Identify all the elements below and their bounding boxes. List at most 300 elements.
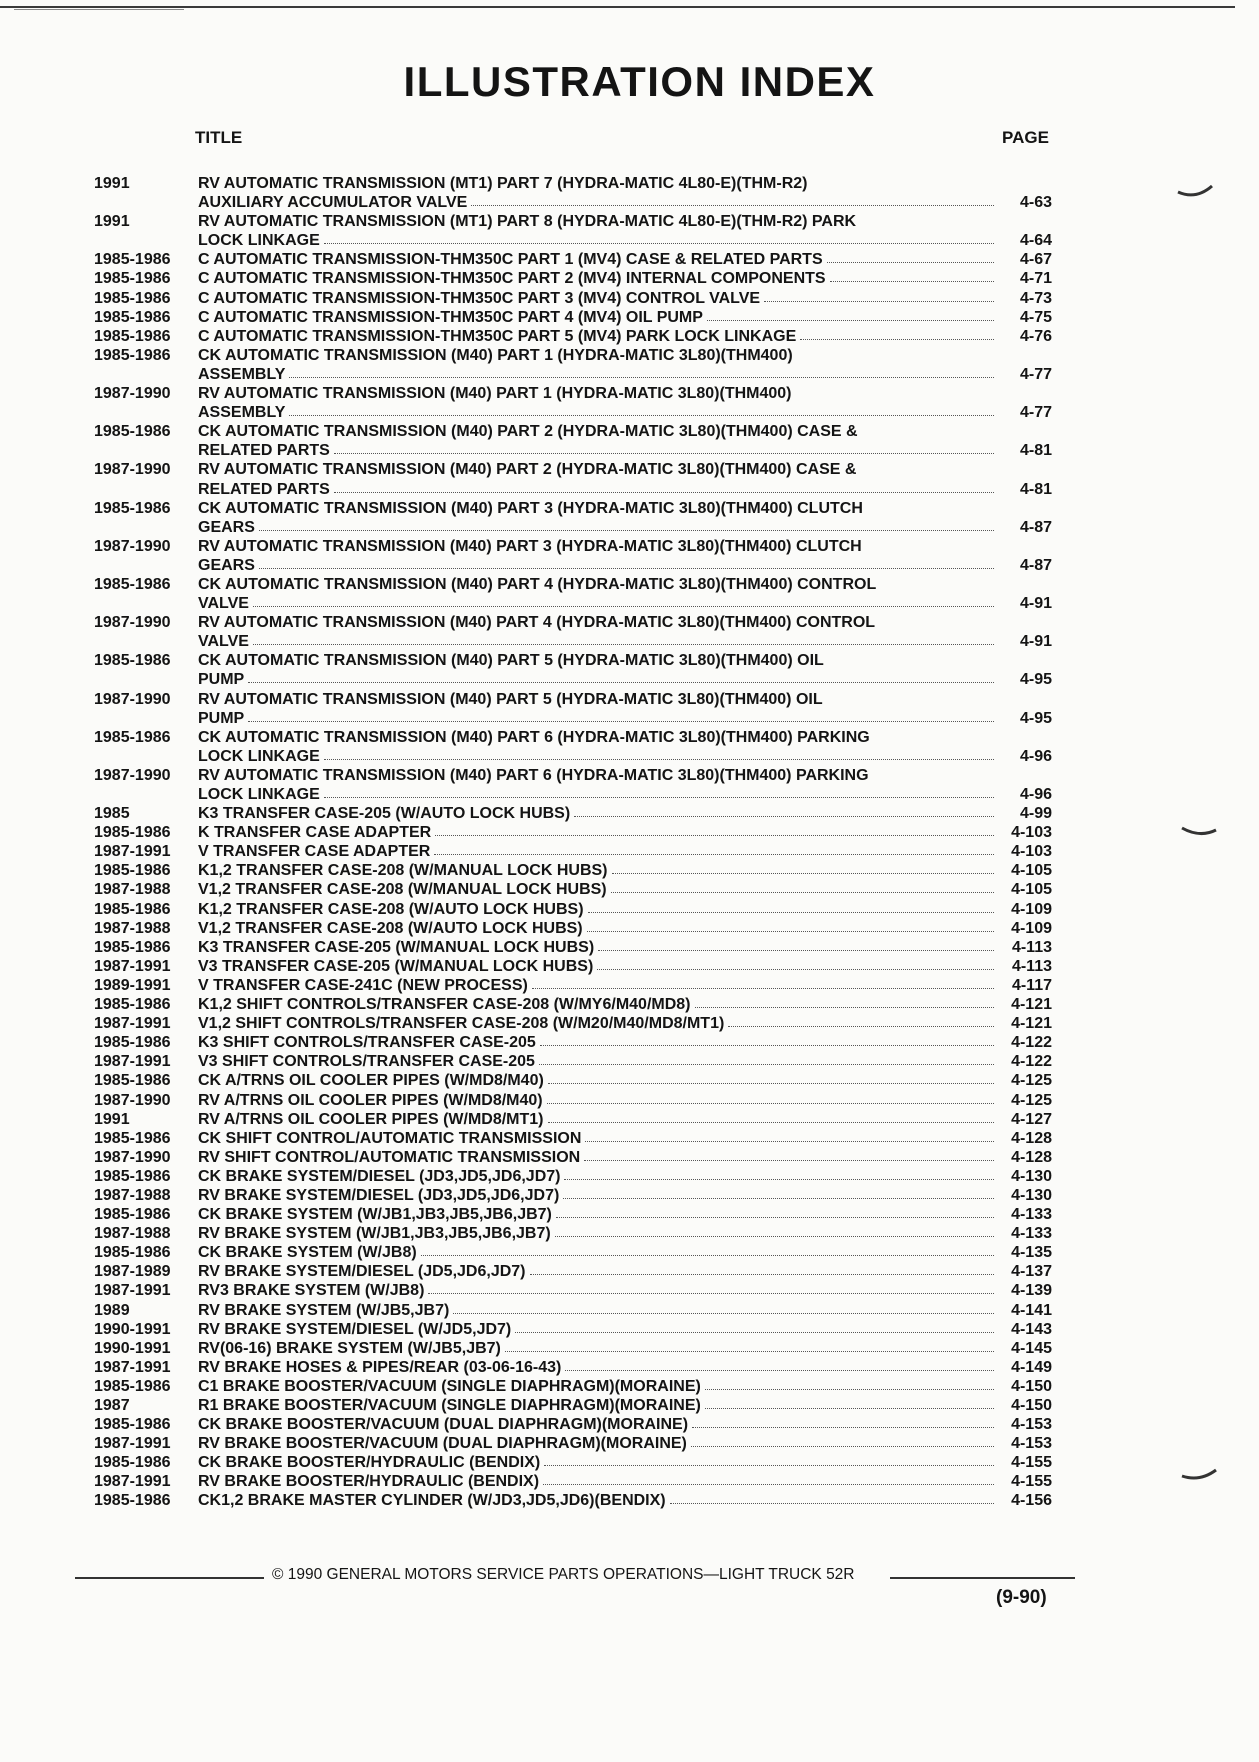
entry-page-number: 4-125: [1011, 1072, 1052, 1090]
dot-leader: [705, 1377, 994, 1390]
index-entry: [0, 289, 1259, 308]
index-entry: [0, 842, 1259, 861]
entry-year: 1990-1991: [94, 1320, 171, 1338]
index-entry-line: [0, 938, 1259, 957]
entry-page-number: 4-139: [1011, 1282, 1052, 1300]
binder-hole-mark-icon: [1176, 182, 1216, 202]
entry-page-number: 4-113: [1011, 938, 1052, 956]
entry-title: LOCK LINKAGE: [198, 232, 320, 250]
entry-year: 1985-1986: [94, 728, 171, 746]
entry-title: K3 SHIFT CONTROLS/TRANSFER CASE-205: [198, 1034, 536, 1052]
index-entry: [0, 327, 1259, 346]
index-entry: [0, 1110, 1259, 1129]
entry-title: RV AUTOMATIC TRANSMISSION (M40) PART 6 (HYDRA-MATIC 3L80)(THM400) PARKING: [198, 766, 869, 784]
index-entry: [0, 1052, 1259, 1071]
dot-leader: [515, 1320, 994, 1333]
dot-leader: [827, 250, 994, 263]
entry-title: CK BRAKE SYSTEM (W/JB8): [198, 1244, 417, 1262]
entry-title: V1,2 SHIFT CONTROLS/TRANSFER CASE-208 (W/M20/M40/MD8/MT1): [198, 1015, 725, 1033]
entry-page-number: 4-121: [1011, 1015, 1052, 1033]
index-entry-line: [0, 1415, 1259, 1434]
binder-hole-mark-icon: [1180, 822, 1220, 842]
index-entry: [0, 346, 1259, 384]
entry-year: 1985-1986: [94, 900, 171, 918]
entry-page-number: 4-77: [1019, 404, 1052, 422]
entry-page-number: 4-149: [1011, 1358, 1052, 1376]
entry-year: 1987-1990: [94, 1148, 171, 1166]
index-entry-line: [0, 403, 1259, 422]
index-entry: [0, 1224, 1259, 1243]
index-entry-line: [0, 594, 1259, 613]
index-entry: [0, 1071, 1259, 1090]
entry-page-number: 4-103: [1011, 824, 1052, 842]
entry-year: 1985-1986: [94, 1492, 171, 1510]
entry-title: CK BRAKE BOOSTER/HYDRAULIC (BENDIX): [198, 1454, 541, 1472]
index-entry-line: [0, 384, 1259, 403]
index-entry-line: [0, 537, 1259, 556]
entry-page-number: 4-150: [1011, 1377, 1052, 1395]
dot-leader: [587, 919, 994, 932]
dot-leader: [253, 594, 994, 607]
dot-leader: [695, 995, 995, 1008]
entry-year: 1990-1991: [94, 1339, 171, 1357]
dot-leader: [539, 1052, 994, 1065]
dot-leader: [564, 1167, 994, 1180]
entry-title: C AUTOMATIC TRANSMISSION-THM350C PART 4 (MV4) OIL PUMP: [198, 308, 703, 326]
entry-page-number: 4-105: [1011, 862, 1052, 880]
entry-year: 1987-1991: [94, 1015, 171, 1033]
dot-leader: [705, 1396, 994, 1409]
index-entry-line: [0, 1453, 1259, 1472]
index-entry-line: [0, 709, 1259, 728]
index-entry: [0, 1396, 1259, 1415]
entry-title: CK AUTOMATIC TRANSMISSION (M40) PART 3 (HYDRA-MATIC 3L80)(THM400) CLUTCH: [198, 499, 863, 517]
index-entry-line: [0, 747, 1259, 766]
entry-year: 1985-1986: [94, 289, 171, 307]
index-entry-line: [0, 804, 1259, 823]
index-entry: [0, 1186, 1259, 1205]
entry-year: 1985-1986: [94, 251, 171, 269]
dot-leader: [612, 861, 994, 874]
entry-title: RV BRAKE SYSTEM (W/JB5,JB7): [198, 1301, 450, 1319]
entry-title: CK AUTOMATIC TRANSMISSION (M40) PART 1 (HYDRA-MATIC 3L80)(THM400): [198, 346, 793, 364]
dot-leader: [248, 709, 994, 722]
entry-page-number: 4-73: [1019, 289, 1052, 307]
index-entry-line: [0, 269, 1259, 288]
entry-year: 1985-1986: [94, 1244, 171, 1262]
index-entry: [0, 250, 1259, 269]
entry-title: LOCK LINKAGE: [198, 747, 320, 765]
index-entry-line: [0, 842, 1259, 861]
entry-page-number: 4-128: [1011, 1129, 1052, 1147]
index-entry: [0, 938, 1259, 957]
top-border-rule: [0, 6, 1235, 8]
index-entry-line: [0, 460, 1259, 479]
index-entry: [0, 957, 1259, 976]
entry-page-number: 4-96: [1019, 747, 1052, 765]
index-entry-line: [0, 346, 1259, 365]
revision-date: (9-90): [996, 1587, 1047, 1608]
entry-title: K3 TRANSFER CASE-205 (W/AUTO LOCK HUBS): [198, 805, 571, 823]
entry-title: K1,2 TRANSFER CASE-208 (W/MANUAL LOCK HUBS): [198, 862, 608, 880]
entry-page-number: 4-63: [1019, 194, 1052, 212]
entry-page-number: 4-109: [1011, 919, 1052, 937]
dot-leader: [597, 957, 994, 970]
entry-title: C AUTOMATIC TRANSMISSION-THM350C PART 5 (MV4) PARK LOCK LINKAGE: [198, 327, 797, 345]
entry-year: 1991: [94, 213, 130, 231]
entry-year: 1991: [94, 175, 130, 192]
entry-page-number: 4-133: [1011, 1225, 1052, 1243]
index-entry: [0, 460, 1259, 498]
dot-leader: [471, 193, 994, 206]
entry-year: 1987-1988: [94, 919, 171, 937]
index-entry: [0, 861, 1259, 880]
entry-title: PUMP: [198, 671, 245, 689]
index-entry-line: [0, 1434, 1259, 1453]
dot-leader: [764, 289, 994, 302]
entry-page-number: 4-113: [1011, 957, 1052, 975]
entry-page-number: 4-127: [1011, 1110, 1052, 1128]
index-entry-line: [0, 880, 1259, 899]
dot-leader: [532, 976, 994, 989]
dot-leader: [588, 900, 994, 913]
entry-title: RV AUTOMATIC TRANSMISSION (M40) PART 5 (HYDRA-MATIC 3L80)(THM400) OIL: [198, 690, 823, 708]
dot-leader: [544, 1453, 994, 1466]
dot-leader: [324, 231, 994, 244]
index-entry: [0, 1377, 1259, 1396]
entry-page-number: 4-128: [1011, 1148, 1052, 1166]
entry-title: RV AUTOMATIC TRANSMISSION (M40) PART 2 (HYDRA-MATIC 3L80)(THM400) CASE &: [198, 461, 857, 479]
entry-page-number: 4-71: [1019, 270, 1052, 288]
index-entry-line: [0, 632, 1259, 651]
entry-title: K3 TRANSFER CASE-205 (W/MANUAL LOCK HUBS): [198, 938, 595, 956]
index-entry-line: [0, 1281, 1259, 1300]
index-entry-line: [0, 1129, 1259, 1148]
entry-title: GEARS: [198, 556, 255, 574]
index-entry: [0, 880, 1259, 899]
entry-page-number: 4-153: [1011, 1416, 1052, 1434]
index-entry-line: [0, 1224, 1259, 1243]
entry-year: 1985-1986: [94, 938, 171, 956]
index-entry-line: [0, 289, 1259, 308]
entry-title: C1 BRAKE BOOSTER/VACUUM (SINGLE DIAPHRAGM)(MORAINE): [198, 1377, 701, 1395]
index-entry: [0, 1339, 1259, 1358]
index-entry-line: [0, 957, 1259, 976]
index-entry-list: [0, 174, 1259, 1511]
entry-title: RV A/TRNS OIL COOLER PIPES (W/MD8/MT1): [198, 1110, 544, 1128]
entry-year: 1987-1991: [94, 843, 171, 861]
index-entry: [0, 613, 1259, 651]
dot-leader: [707, 308, 994, 321]
entry-page-number: 4-150: [1011, 1397, 1052, 1414]
index-entry-line: [0, 1320, 1259, 1339]
index-entry-line: [0, 613, 1259, 632]
entry-year: 1987-1990: [94, 537, 171, 555]
entry-year: 1987-1991: [94, 1473, 171, 1491]
index-entry-line: [0, 231, 1259, 250]
dot-leader: [324, 785, 994, 798]
entry-title: RV BRAKE SYSTEM (W/JB1,JB3,JB5,JB6,JB7): [198, 1225, 551, 1243]
dot-leader: [289, 403, 994, 416]
entry-year: 1987-1990: [94, 766, 171, 784]
entry-title: VALVE: [198, 633, 249, 651]
entry-title: V3 SHIFT CONTROLS/TRANSFER CASE-205: [198, 1053, 535, 1071]
index-entry-line: [0, 1014, 1259, 1033]
dot-leader: [453, 1301, 994, 1314]
entry-page-number: 4-103: [1011, 843, 1052, 861]
index-entry: [0, 1491, 1259, 1510]
entry-year: 1985-1986: [94, 1416, 171, 1434]
entry-title: LOCK LINKAGE: [198, 786, 320, 803]
entry-year: 1985-1986: [94, 1206, 171, 1224]
index-entry-line: [0, 308, 1259, 327]
index-entry-line: [0, 1339, 1259, 1358]
dot-leader: [800, 327, 994, 340]
index-entry-line: [0, 193, 1259, 212]
dot-leader: [548, 1110, 994, 1123]
entry-year: 1987-1990: [94, 690, 171, 708]
entry-title: V TRANSFER CASE ADAPTER: [198, 843, 431, 861]
dot-leader: [830, 269, 994, 282]
index-entry: [0, 422, 1259, 460]
entry-year: 1985-1986: [94, 862, 171, 880]
entry-year: 1985: [94, 805, 130, 823]
dot-leader: [434, 842, 994, 855]
index-entry: [0, 651, 1259, 689]
entry-title: CK AUTOMATIC TRANSMISSION (M40) PART 5 (HYDRA-MATIC 3L80)(THM400) OIL: [198, 652, 824, 670]
entry-year: 1987-1991: [94, 1282, 171, 1300]
entry-title: ASSEMBLY: [198, 404, 286, 422]
entry-page-number: 4-91: [1019, 595, 1052, 613]
index-entry: [0, 804, 1259, 823]
index-entry: [0, 823, 1259, 842]
dot-leader: [259, 518, 994, 531]
entry-year: 1985-1986: [94, 327, 171, 345]
index-entry: [0, 1148, 1259, 1167]
entry-title: RV(06-16) BRAKE SYSTEM (W/JB5,JB7): [198, 1339, 501, 1357]
entry-page-number: 4-109: [1011, 900, 1052, 918]
entry-year: 1987-1990: [94, 1091, 171, 1109]
entry-title: V3 TRANSFER CASE-205 (W/MANUAL LOCK HUBS): [198, 957, 594, 975]
dot-leader: [248, 670, 994, 683]
entry-year: 1985-1986: [94, 270, 171, 288]
dot-leader: [691, 1434, 994, 1447]
index-entry-line: [0, 518, 1259, 537]
index-entry-line: [0, 365, 1259, 384]
index-entry-line: [0, 212, 1259, 231]
entry-page-number: 4-135: [1011, 1244, 1052, 1262]
copyright-notice: © 1990 GENERAL MOTORS SERVICE PARTS OPERATIONS—LIGHT TRUCK 52R: [272, 1566, 855, 1583]
entry-title: RELATED PARTS: [198, 442, 330, 460]
entry-title: RELATED PARTS: [198, 480, 330, 498]
entry-title: CK AUTOMATIC TRANSMISSION (M40) PART 2 (HYDRA-MATIC 3L80)(THM400) CASE &: [198, 423, 858, 441]
dot-leader: [435, 823, 994, 836]
index-entry-line: [0, 995, 1259, 1014]
entry-page-number: 4-77: [1019, 365, 1052, 383]
entry-year: 1987-1990: [94, 385, 171, 403]
entry-page-number: 4-121: [1011, 996, 1052, 1014]
entry-page-number: 4-156: [1011, 1492, 1052, 1510]
index-entry-line: [0, 1186, 1259, 1205]
entry-year: 1985-1986: [94, 575, 171, 593]
entry-title: PUMP: [198, 709, 245, 727]
dot-leader: [670, 1491, 994, 1504]
index-entry-line: [0, 1358, 1259, 1377]
entry-page-number: 4-141: [1011, 1301, 1052, 1319]
index-entry: [0, 575, 1259, 613]
entry-title: RV BRAKE BOOSTER/HYDRAULIC (BENDIX): [198, 1473, 540, 1491]
entry-page-number: 4-117: [1011, 976, 1052, 994]
entry-title: RV BRAKE HOSES & PIPES/REAR (03-06-16-43): [198, 1358, 562, 1376]
dot-leader: [324, 747, 994, 760]
binder-hole-mark-icon: [1180, 1466, 1220, 1486]
index-entry-line: [0, 1262, 1259, 1281]
entry-year: 1987-1991: [94, 1053, 171, 1071]
entry-title: VALVE: [198, 595, 249, 613]
dot-leader: [584, 1148, 994, 1161]
entry-title: K TRANSFER CASE ADAPTER: [198, 824, 432, 842]
entry-year: 1989: [94, 1301, 130, 1319]
index-entry: [0, 1434, 1259, 1453]
index-entry-line: [0, 1377, 1259, 1396]
entry-page-number: 4-155: [1011, 1473, 1052, 1491]
entry-year: 1987-1991: [94, 1358, 171, 1376]
dot-leader: [259, 556, 994, 569]
footer-rule-left: [75, 1577, 264, 1579]
entry-page-number: 4-145: [1011, 1339, 1052, 1357]
index-entry-line: [0, 1071, 1259, 1090]
entry-title: CK BRAKE BOOSTER/VACUUM (DUAL DIAPHRAGM)(MORAINE): [198, 1416, 689, 1434]
entry-page-number: 4-153: [1011, 1435, 1052, 1453]
entry-page-number: 4-95: [1019, 709, 1052, 727]
top-border-rule-short: [14, 9, 184, 10]
dot-leader: [692, 1415, 994, 1428]
dot-leader: [598, 938, 994, 951]
entry-page-number: 4-96: [1019, 786, 1052, 803]
entry-year: 1989-1991: [94, 976, 171, 994]
entry-page-number: 4-130: [1011, 1167, 1052, 1185]
index-entry: [0, 995, 1259, 1014]
dot-leader: [421, 1243, 994, 1256]
index-entry: [0, 1415, 1259, 1434]
entry-title: GEARS: [198, 518, 255, 536]
index-entry: [0, 1205, 1259, 1224]
entry-year: 1987-1989: [94, 1263, 171, 1281]
index-entry-line: [0, 480, 1259, 499]
entry-title: RV AUTOMATIC TRANSMISSION (M40) PART 4 (HYDRA-MATIC 3L80)(THM400) CONTROL: [198, 614, 876, 632]
index-entry-line: [0, 575, 1259, 594]
entry-year: 1985-1986: [94, 1167, 171, 1185]
entry-page-number: 4-87: [1019, 518, 1052, 536]
index-entry-line: [0, 861, 1259, 880]
page-title: ILLUSTRATION INDEX: [403, 58, 876, 105]
entry-year: 1985-1986: [94, 1129, 171, 1147]
index-entry-line: [0, 728, 1259, 747]
entry-year: 1985-1986: [94, 1072, 171, 1090]
index-entry: [0, 1167, 1259, 1186]
index-entry: [0, 384, 1259, 422]
entry-title: K1,2 TRANSFER CASE-208 (W/AUTO LOCK HUBS): [198, 900, 584, 918]
index-entry: [0, 308, 1259, 327]
entry-year: 1985-1986: [94, 308, 171, 326]
entry-page-number: 4-81: [1019, 480, 1052, 498]
entry-page-number: 4-137: [1011, 1263, 1052, 1281]
index-entry: [0, 1320, 1259, 1339]
entry-year: 1987-1988: [94, 1225, 171, 1243]
entry-title: CK BRAKE SYSTEM/DIESEL (JD3,JD5,JD6,JD7): [198, 1167, 561, 1185]
entry-year: 1987-1988: [94, 1186, 171, 1204]
entry-page-number: 4-95: [1019, 671, 1052, 689]
index-entry-line: [0, 823, 1259, 842]
index-entry-line: [0, 1091, 1259, 1110]
entry-page-number: 4-125: [1011, 1091, 1052, 1109]
entry-title: CK SHIFT CONTROL/AUTOMATIC TRANSMISSION: [198, 1129, 582, 1147]
index-entry-line: [0, 174, 1259, 193]
entry-title: C AUTOMATIC TRANSMISSION-THM350C PART 1 (MV4) CASE & RELATED PARTS: [198, 251, 823, 269]
entry-page-number: 4-130: [1011, 1186, 1052, 1204]
entry-year: 1987-1990: [94, 461, 171, 479]
index-entry-line: [0, 1148, 1259, 1167]
index-entry-line: [0, 1033, 1259, 1052]
entry-year: 1985-1986: [94, 1034, 171, 1052]
entry-title: RV BRAKE SYSTEM/DIESEL (JD3,JD5,JD6,JD7): [198, 1186, 560, 1204]
entry-page-number: 4-76: [1019, 327, 1052, 345]
index-entry-line: [0, 1396, 1259, 1415]
entry-title: K1,2 SHIFT CONTROLS/TRANSFER CASE-208 (W/MY6/M40/MD8): [198, 996, 691, 1014]
dot-leader: [547, 1091, 994, 1104]
entry-year: 1987-1991: [94, 1435, 171, 1453]
dot-leader: [530, 1262, 995, 1275]
entry-title: C AUTOMATIC TRANSMISSION-THM350C PART 2 (MV4) INTERNAL COMPONENTS: [198, 270, 826, 288]
entry-page-number: 4-133: [1011, 1206, 1052, 1224]
entry-page-number: 4-122: [1011, 1053, 1052, 1071]
index-entry-line: [0, 1243, 1259, 1262]
dot-leader: [289, 365, 994, 378]
index-entry-line: [0, 785, 1259, 804]
entry-title: CK AUTOMATIC TRANSMISSION (M40) PART 6 (HYDRA-MATIC 3L80)(THM400) PARKING: [198, 728, 870, 746]
entry-page-number: 4-99: [1019, 805, 1052, 823]
index-entry: [0, 690, 1259, 728]
index-entry-line: [0, 441, 1259, 460]
entry-title: V1,2 TRANSFER CASE-208 (W/AUTO LOCK HUBS): [198, 919, 583, 937]
entry-title: CK A/TRNS OIL COOLER PIPES (W/MD8/M40): [198, 1072, 544, 1090]
entry-title: V TRANSFER CASE-241C (NEW PROCESS): [198, 976, 528, 994]
entry-page-number: 4-67: [1019, 251, 1052, 269]
index-entry: [0, 900, 1259, 919]
dot-leader: [565, 1358, 994, 1371]
index-entry: [0, 1262, 1259, 1281]
entry-title: AUXILIARY ACCUMULATOR VALVE: [198, 194, 468, 212]
dot-leader: [555, 1224, 994, 1237]
entry-page-number: 4-87: [1019, 556, 1052, 574]
index-entry: [0, 174, 1259, 212]
dot-leader: [556, 1205, 994, 1218]
index-entry: [0, 728, 1259, 766]
entry-year: 1985-1986: [94, 1454, 171, 1472]
index-entry: [0, 766, 1259, 804]
entry-page-number: 4-81: [1019, 442, 1052, 460]
entry-year: 1987-1990: [94, 614, 171, 632]
dot-leader: [574, 804, 994, 817]
entry-year: 1991: [94, 1110, 130, 1128]
dot-leader: [543, 1472, 994, 1485]
index-entry: [0, 499, 1259, 537]
entry-title: RV A/TRNS OIL COOLER PIPES (W/MD8/M40): [198, 1091, 543, 1109]
index-entry-line: [0, 919, 1259, 938]
index-entry-line: [0, 499, 1259, 518]
entry-page-number: 4-143: [1011, 1320, 1052, 1338]
entry-year: 1987: [94, 1397, 130, 1414]
